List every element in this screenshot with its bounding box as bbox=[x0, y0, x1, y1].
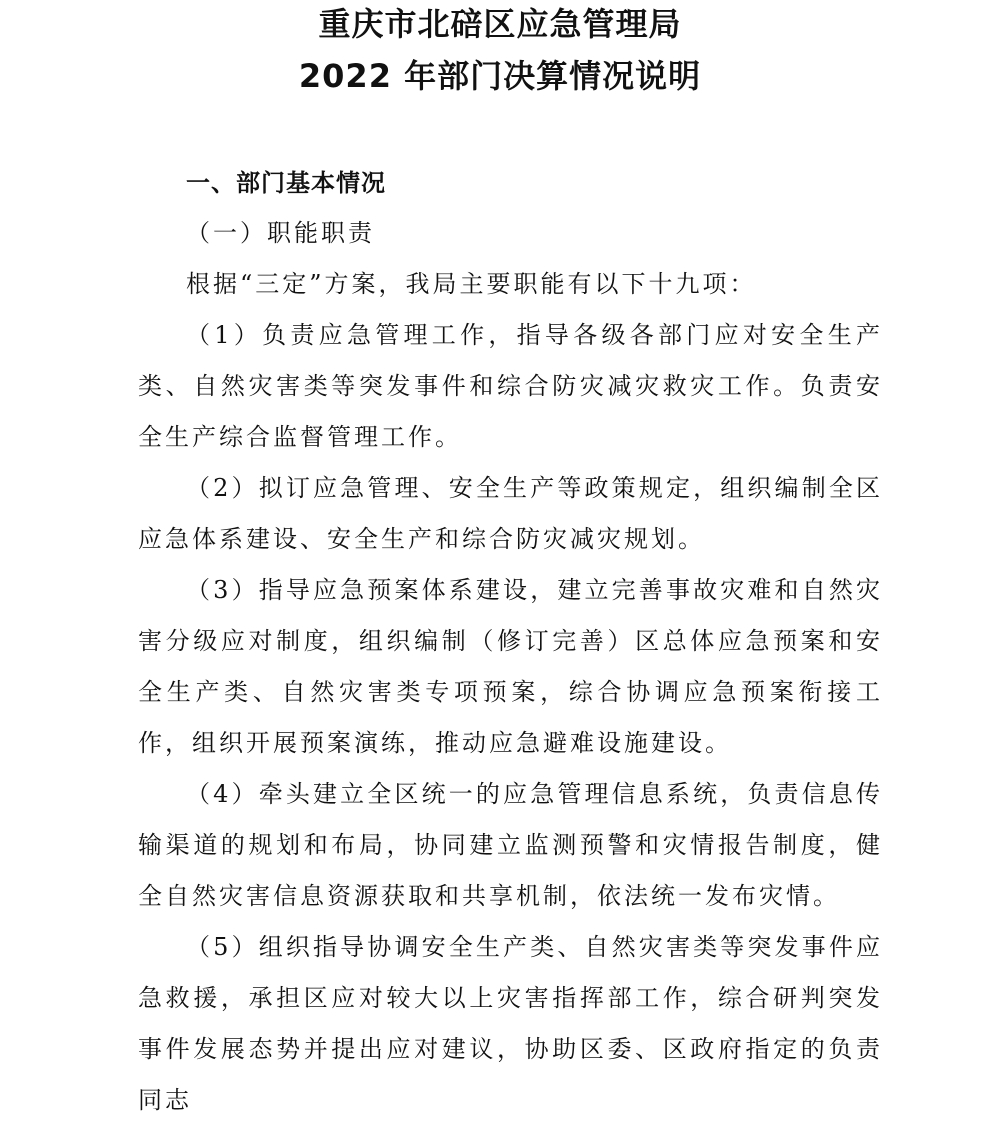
document-title-line1: 重庆市北碚区应急管理局 bbox=[318, 5, 682, 43]
duty-item-2: （2）拟订应急管理、安全生产等政策规定，组织编制全区应急体系建设、安全生产和综合防灾减灾规划。 bbox=[138, 474, 883, 553]
intro-paragraph: 根据“三定”方案，我局主要职能有以下十九项： bbox=[186, 270, 757, 298]
duty-item-5: （5）组织指导协调安全生产类、自然灾害类等突发事件应急救援，承担区应对较大以上灾害指挥部工作，综合研判突发事件发展态势并提出应对建议，协助区委、区政府指定的负责同志 bbox=[138, 933, 883, 1114]
duty-item-4: （4）牵头建立全区统一的应急管理信息系统，负责信息传输渠道的规划和布局，协同建立监测预警和灾情报告制度，健全自然灾害信息资源获取和共享机制，依法统一发布灾情。 bbox=[138, 780, 883, 910]
section-heading: 一、部门基本情况 bbox=[186, 169, 386, 197]
subsection-heading: （一）职能职责 bbox=[186, 219, 375, 247]
document-title-line2: 2022 年部门决算情况说明 bbox=[298, 57, 702, 95]
document-body bbox=[138, 158, 883, 1126]
duty-item-1: （1）负责应急管理工作，指导各级各部门应对安全生产类、自然灾害类等突发事件和综合防灾减灾救灾工作。负责安全生产综合监督管理工作。 bbox=[138, 321, 883, 451]
duty-item-3: （3）指导应急预案体系建设，建立完善事故灾难和自然灾害分级应对制度，组织编制（修订完善）区总体应急预案和安全生产类、自然灾害类专项预案，综合协调应急预案衔接工作，组织开展预案演练，推动应急避难设施建设。 bbox=[138, 576, 883, 757]
